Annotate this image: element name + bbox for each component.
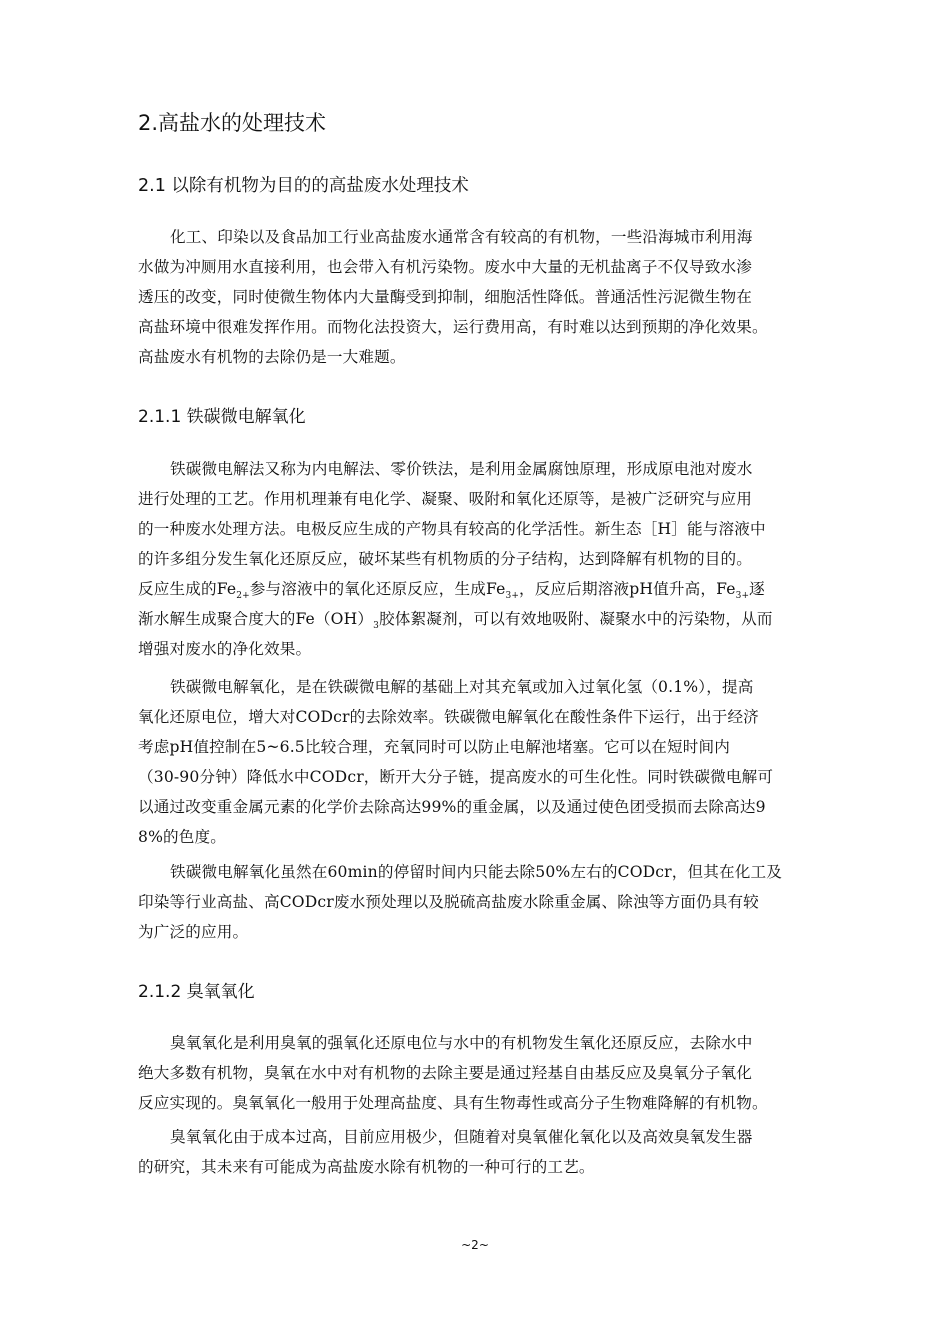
text-line: 化工、印染以及食品加工行业高盐废水通常含有较高的有机物，一些沿海城市利用海 bbox=[170, 228, 753, 246]
section-2-1-1-paragraph-3 bbox=[138, 857, 828, 947]
ion-charge: 3+ bbox=[735, 591, 750, 602]
page-number: ~2~ bbox=[461, 1238, 489, 1252]
text-line: 的许多组分发生氧化还原反应，破坏某些有机物质的分子结构，达到降解有机物的目的。 bbox=[138, 550, 753, 568]
text-line: 高盐废水有机物的去除仍是一大难题。 bbox=[138, 348, 406, 366]
text-line: 铁碳微电解氧化，是在铁碳微电解的基础上对其充氧或加入过氧化氢（0.1%），提高 bbox=[170, 678, 754, 696]
text-fragment: 逐 bbox=[749, 580, 765, 598]
text-line: 高盐环境中很难发挥作用。而物化法投资大，运行费用高，有时难以达到预期的净化效果。 bbox=[138, 318, 768, 336]
section-2-1-1-paragraph-2 bbox=[138, 672, 828, 852]
text-line: 的研究，其未来有可能成为高盐废水除有机物的一种可行的工艺。 bbox=[138, 1158, 595, 1176]
section-2-1-paragraph bbox=[138, 222, 828, 372]
text-line: 铁碳微电解氧化虽然在60min的停留时间内只能去除50%左右的CODcr，但其在化工及 bbox=[170, 863, 782, 881]
text-line: 臭氧氧化由于成本过高，目前应用极少，但随着对臭氧催化氧化以及高效臭氧发生器 bbox=[170, 1128, 753, 1146]
text-line: 印染等行业高盐、高CODcr废水预处理以及脱硫高盐废水除重金属、除浊等方面仍具有较 bbox=[138, 893, 759, 911]
text-line: 绝大多数有机物，臭氧在水中对有机物的去除主要是通过羟基自由基反应及臭氧分子氧化 bbox=[138, 1064, 753, 1082]
text-line: 透压的改变，同时使微生物体内大量酶受到抑制，细胞活性降低。普通活性污泥微生物在 bbox=[138, 288, 753, 306]
text-line: 臭氧氧化是利用臭氧的强氧化还原电位与水中的有机物发生氧化还原反应，去除水中 bbox=[170, 1034, 753, 1052]
ion-charge: 2+ bbox=[236, 591, 250, 602]
text-line-with-formula bbox=[138, 604, 828, 634]
text-fragment: 反应生成的Fe bbox=[138, 580, 237, 598]
section-2-1-2-paragraph-2 bbox=[138, 1122, 828, 1182]
main-heading: 2.高盐水的处理技术 bbox=[138, 111, 327, 135]
text-line: 为广泛的应用。 bbox=[138, 923, 249, 941]
text-line: 水做为冲厕用水直接利用，也会带入有机污染物。废水中大量的无机盐离子不仅导致水渗 bbox=[138, 258, 753, 276]
text-line: （30-90分钟）降低水中CODcr，断开大分子链，提高废水的可生化性。同时铁碳微电解可 bbox=[138, 768, 774, 786]
text-line: 进行处理的工艺。作用机理兼有电化学、凝聚、吸附和氧化还原等，是被广泛研究与应用 bbox=[138, 490, 753, 508]
text-fragment: 胶体絮凝剂，可以有效地吸附、凝聚水中的污染物，从而 bbox=[379, 610, 773, 628]
text-line: 增强对废水的净化效果。 bbox=[138, 640, 312, 658]
section-2-1-1-heading: 2.1.1 铁碳微电解氧化 bbox=[138, 407, 306, 427]
text-line-with-ion-formulas bbox=[138, 574, 828, 604]
text-line: 氧化还原电位，增大对CODcr的去除效率。铁碳微电解氧化在酸性条件下运行，出于经济 bbox=[138, 708, 759, 726]
formula-subscript: 3 bbox=[373, 621, 379, 632]
text-fragment: 参与溶液中的氧化还原反应，生成Fe bbox=[249, 580, 506, 598]
text-line: 铁碳微电解法又称为内电解法、零价铁法，是利用金属腐蚀原理，形成原电池对废水 bbox=[170, 460, 753, 478]
section-2-1-1-paragraph-1 bbox=[138, 454, 828, 664]
section-2-1-2-heading: 2.1.2 臭氧氧化 bbox=[138, 982, 255, 1002]
text-fragment: ，反应后期溶液pH值升高，Fe bbox=[519, 580, 736, 598]
text-fragment: 渐水解生成聚合度大的Fe（OH） bbox=[138, 610, 374, 628]
section-2-1-2-paragraph-1 bbox=[138, 1028, 828, 1118]
text-line: 以通过改变重金属元素的化学价去除高达99%的重金属，以及通过使色团受损而去除高达9 bbox=[138, 798, 766, 816]
text-line: 的一种废水处理方法。电极反应生成的产物具有较高的化学活性。新生态［H］能与溶液中 bbox=[138, 520, 766, 538]
text-line: 考虑pH值控制在5~6.5比较合理，充氧同时可以防止电解池堵塞。它可以在短时间内 bbox=[138, 738, 730, 756]
text-line: 反应实现的。臭氧氧化一般用于处理高盐度、具有生物毒性或高分子生物难降解的有机物。 bbox=[138, 1094, 768, 1112]
section-2-1-heading: 2.1 以除有机物为目的的高盐废水处理技术 bbox=[138, 176, 469, 196]
ion-charge: 3+ bbox=[505, 591, 520, 602]
text-line: 8%的色度。 bbox=[138, 828, 227, 846]
